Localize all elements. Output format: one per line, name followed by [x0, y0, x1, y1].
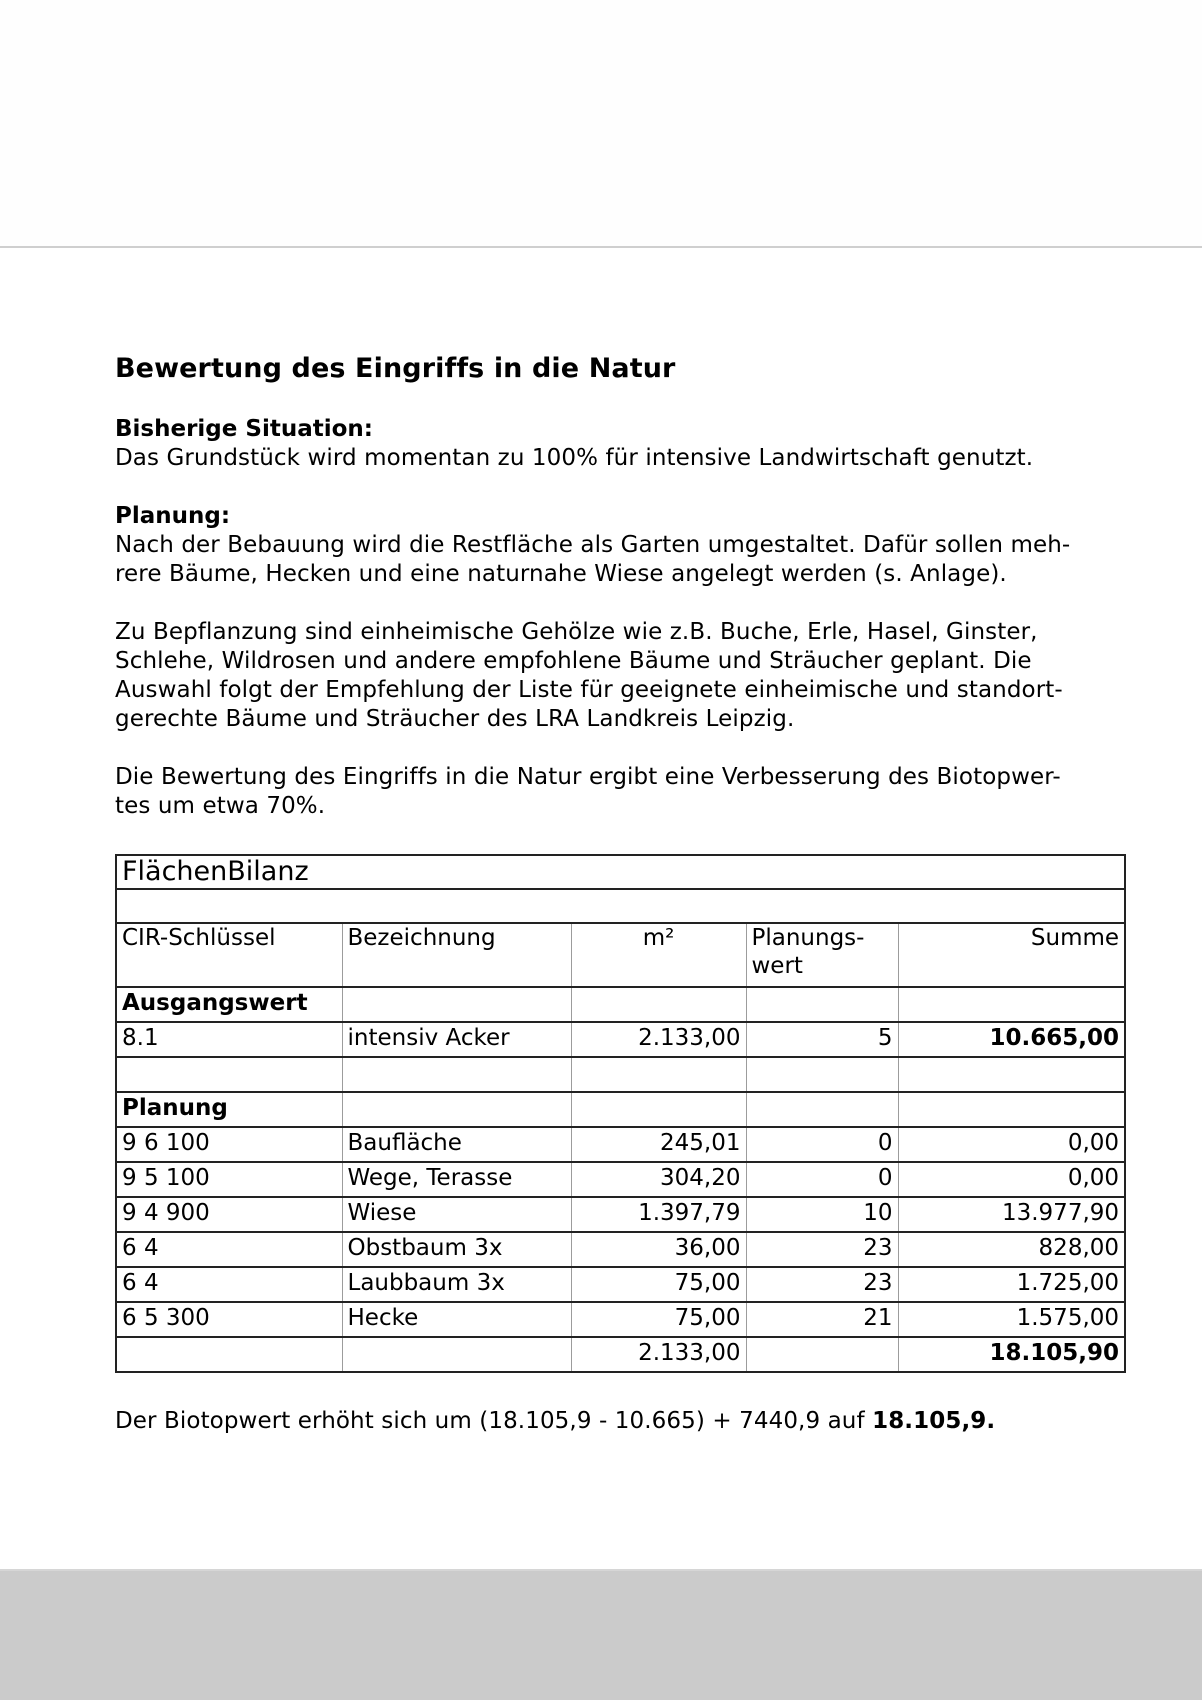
cell-cir: 9 4 900 — [116, 1197, 342, 1232]
table-cell-empty — [342, 1057, 571, 1092]
cell-bezeichnung: Wiese — [342, 1197, 571, 1232]
table-row — [116, 1232, 1125, 1267]
header-planungswert-line1: Planungs- — [751, 925, 865, 951]
cell-summe: 1.725,00 — [898, 1267, 1125, 1302]
cell-summe: 1.575,00 — [898, 1302, 1125, 1337]
table-section-row-ausgangswert — [116, 987, 1125, 1022]
table-cell-empty — [342, 987, 571, 1022]
cell-cir: 6 5 300 — [116, 1302, 342, 1337]
conclusion-bold-value: 18.105,9. — [872, 1408, 996, 1434]
paragraph-bewertung-line: tes um etwa 70%. — [115, 793, 326, 819]
header-bezeichnung: Bezeichnung — [342, 923, 571, 987]
table-section-row-planung — [116, 1092, 1125, 1127]
header-cir-schluessel: CIR-Schlüssel — [116, 923, 342, 987]
cell-cir: 9 6 100 — [116, 1127, 342, 1162]
total-summe: 18.105,90 — [898, 1337, 1125, 1372]
paragraph-bepflanzung-line: Auswahl folgt der Empfehlung der Liste für geeignete einheimische und standort- — [115, 677, 1063, 703]
table-spacer-row — [116, 1057, 1125, 1092]
paragraph-planung-line: rere Bäume, Hecken und eine naturnahe Wiese angelegt werden (s. Anlage). — [115, 561, 1007, 587]
paragraph-bepflanzung-line: Zu Bepflanzung sind einheimische Gehölze wie z.B. Buche, Erle, Hasel, Ginster, — [115, 619, 1038, 645]
header-planungswert-line2: wert — [751, 953, 803, 979]
conclusion-text: Der Biotopwert erhöht sich um (18.105,9 - 10.665) + 7440,9 auf — [115, 1408, 873, 1434]
section-label-planung: Planung: — [115, 503, 231, 529]
table-header-row — [116, 923, 1125, 987]
cell-m2: 75,00 — [571, 1302, 746, 1337]
table-cell-empty — [746, 1057, 898, 1092]
cell-m2: 1.397,79 — [571, 1197, 746, 1232]
header-summe: Summe — [898, 923, 1125, 987]
section-label-planung-table: Planung — [116, 1092, 342, 1127]
section-label-bisherige: Bisherige Situation: — [115, 416, 373, 442]
table-cell-empty — [571, 1057, 746, 1092]
table-row — [116, 1127, 1125, 1162]
cell-m2: 36,00 — [571, 1232, 746, 1267]
cell-bezeichnung: Laubbaum 3x — [342, 1267, 571, 1302]
document-title: Bewertung des Eingriffs in die Natur — [115, 353, 676, 384]
bottom-gray-band — [0, 1571, 1202, 1700]
table-cell-empty — [342, 1337, 571, 1372]
cell-bezeichnung: Wege, Terasse — [342, 1162, 571, 1197]
table-cell-empty — [898, 1092, 1125, 1127]
cell-summe: 10.665,00 — [898, 1022, 1125, 1057]
cell-summe: 0,00 — [898, 1127, 1125, 1162]
cell-bezeichnung: Obstbaum 3x — [342, 1232, 571, 1267]
table-cell-empty — [116, 1057, 342, 1092]
table-cell-empty — [746, 1337, 898, 1372]
flaechenbilanz-table — [115, 854, 1126, 1373]
table-cell-empty — [746, 1092, 898, 1127]
table-total-row — [116, 1337, 1125, 1372]
cell-bezeichnung: Baufläche — [342, 1127, 571, 1162]
table-title-row — [116, 855, 1125, 889]
cell-planungswert: 10 — [746, 1197, 898, 1232]
cell-cir: 9 5 100 — [116, 1162, 342, 1197]
table-cell-empty — [898, 1057, 1125, 1092]
cell-m2: 75,00 — [571, 1267, 746, 1302]
document-content — [115, 352, 1125, 821]
cell-planungswert: 21 — [746, 1302, 898, 1337]
cell-bezeichnung: intensiv Acker — [342, 1022, 571, 1057]
cell-summe: 13.977,90 — [898, 1197, 1125, 1232]
cell-m2: 304,20 — [571, 1162, 746, 1197]
table-row — [116, 1302, 1125, 1337]
cell-planungswert: 23 — [746, 1232, 898, 1267]
table-title: FlächenBilanz — [116, 855, 1125, 889]
cell-planungswert: 0 — [746, 1162, 898, 1197]
table-cell-empty — [116, 1337, 342, 1372]
cell-planungswert: 23 — [746, 1267, 898, 1302]
table-cell-empty — [898, 987, 1125, 1022]
table-spacer-row — [116, 889, 1125, 923]
section-label-ausgangswert: Ausgangswert — [116, 987, 342, 1022]
cell-summe: 0,00 — [898, 1162, 1125, 1197]
cell-summe: 828,00 — [898, 1232, 1125, 1267]
table-row — [116, 1162, 1125, 1197]
table-row — [116, 1022, 1125, 1057]
paragraph-bepflanzung-line: Schlehe, Wildrosen und andere empfohlene Bäume und Sträucher geplant. Die — [115, 648, 1032, 674]
cell-planungswert: 0 — [746, 1127, 898, 1162]
paragraph-bepflanzung-line: gerechte Bäume und Sträucher des LRA Landkreis Leipzig. — [115, 706, 795, 732]
top-blank-area — [0, 0, 1202, 246]
document-page — [0, 248, 1202, 1570]
paragraph-bisherige: Das Grundstück wird momentan zu 100% für intensive Landwirtschaft genutzt. — [115, 445, 1034, 471]
conclusion-paragraph — [115, 1407, 995, 1436]
table-cell-empty — [342, 1092, 571, 1127]
cell-cir: 6 4 — [116, 1232, 342, 1267]
cell-cir: 6 4 — [116, 1267, 342, 1302]
cell-cir: 8.1 — [116, 1022, 342, 1057]
table-cell-empty — [116, 889, 1125, 923]
cell-planungswert: 5 — [746, 1022, 898, 1057]
table-row — [116, 1197, 1125, 1232]
table-cell-empty — [746, 987, 898, 1022]
cell-bezeichnung: Hecke — [342, 1302, 571, 1337]
paragraph-bewertung-line: Die Bewertung des Eingriffs in die Natur ergibt eine Verbesserung des Biotopwer- — [115, 764, 1061, 790]
table-cell-empty — [571, 987, 746, 1022]
header-planungswert — [746, 923, 898, 987]
cell-m2: 245,01 — [571, 1127, 746, 1162]
table-row — [116, 1267, 1125, 1302]
total-m2: 2.133,00 — [571, 1337, 746, 1372]
cell-m2: 2.133,00 — [571, 1022, 746, 1057]
paragraph-planung-line: Nach der Bebauung wird die Restfläche als Garten umgestaltet. Dafür sollen meh- — [115, 532, 1071, 558]
table-cell-empty — [571, 1092, 746, 1127]
header-m2: m² — [571, 923, 746, 987]
